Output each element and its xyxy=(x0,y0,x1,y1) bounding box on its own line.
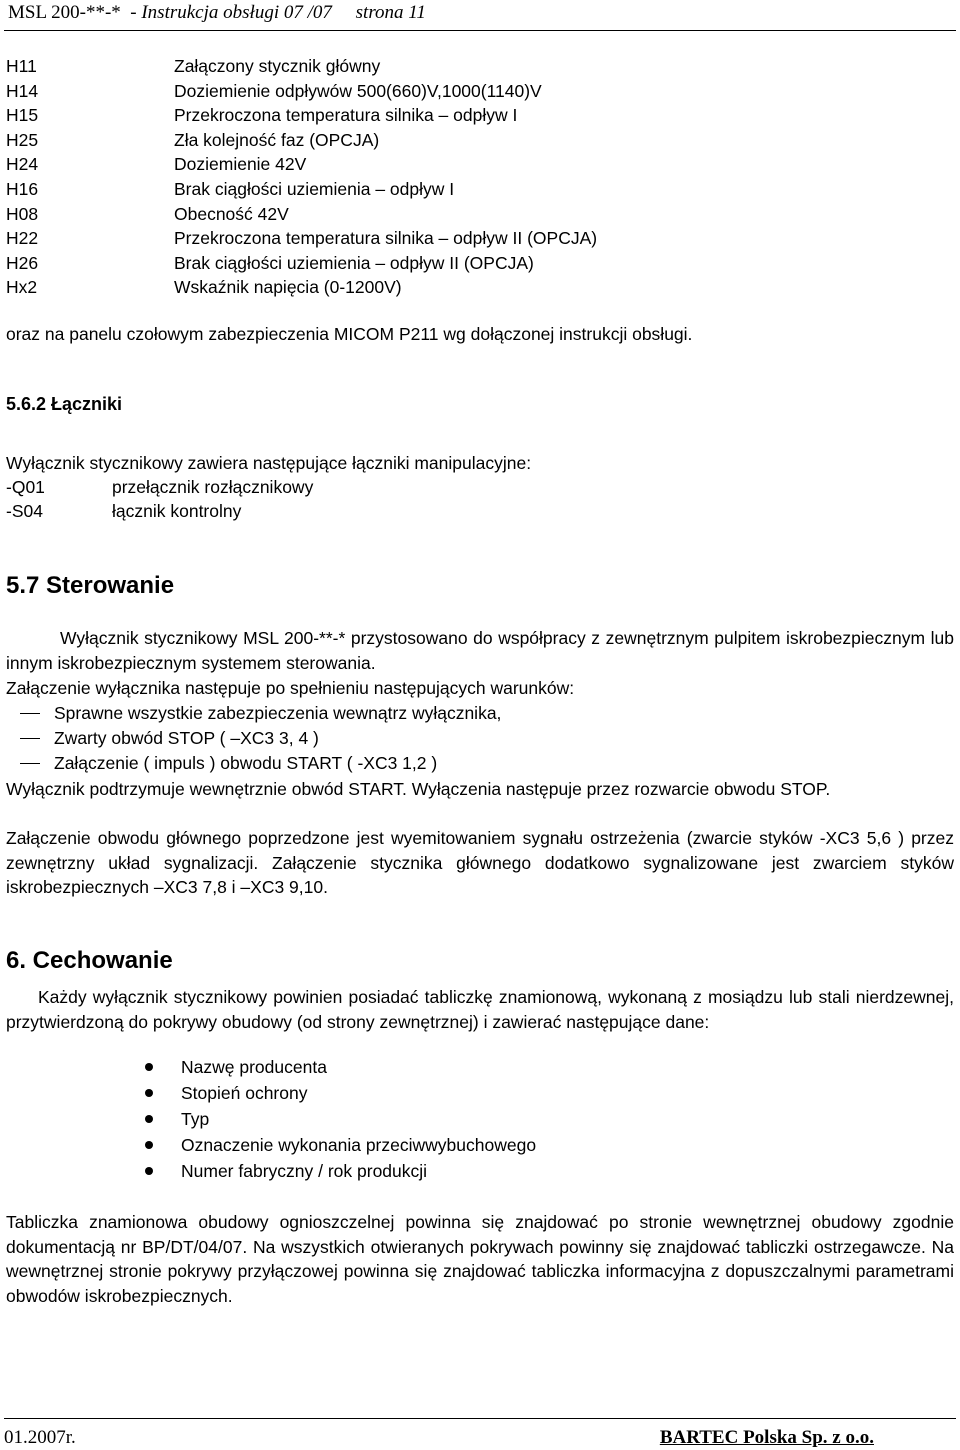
list-item: H11 Załączony stycznik główny xyxy=(6,56,381,76)
page-header xyxy=(4,0,956,31)
list-item: H14 Doziemienie odpływów 500(660)V,1000(1140)V xyxy=(6,80,542,101)
list-item: Oznaczenie wykonania przeciwwybuchowego xyxy=(140,1132,536,1158)
list-item: Zwarty obwód STOP ( –XC3 3, 4 ) xyxy=(20,726,501,751)
bullet-icon xyxy=(145,1063,153,1071)
list-item: Sprawne wszystkie zabezpieczenia wewnątrz wyłącznika, xyxy=(20,701,501,726)
list-item: H25 Zła kolejność faz (OPCJA) xyxy=(6,129,380,150)
list-item: H22 Przekroczona temperatura silnika – odpływ II (OPCJA) xyxy=(6,228,598,249)
micom-note: oraz na panelu czołowym zabezpieczenia MICOM P211 wg dołączonej instrukcji obsługi. xyxy=(6,324,693,344)
bullet-icon xyxy=(145,1167,153,1175)
section-heading-57: 5.7 Sterowanie xyxy=(6,572,175,599)
indicator-code-list xyxy=(6,54,926,300)
conditions-list xyxy=(20,701,501,776)
header-doc-code: MSL 200-**-* xyxy=(8,2,121,23)
paragraph: Załączenie wyłącznika następuje po spełnieniu następujących warunków: xyxy=(6,678,575,698)
list-item: H26 Brak ciągłości uziemienia – odpływ II (OPCJA) xyxy=(6,252,534,273)
footer-company: BARTEC Polska Sp. z o.o. xyxy=(659,1427,874,1448)
list-item: Numer fabryczny / rok produkcji xyxy=(140,1158,536,1184)
page-footer xyxy=(4,1418,956,1450)
list-item: H16 Brak ciągłości uziemienia – odpływ I xyxy=(6,178,455,199)
list-item: H08 Obecność 42V xyxy=(6,203,289,224)
list-item: H24 Doziemienie 42V xyxy=(6,154,307,175)
paragraph: Wyłącznik stycznikowy MSL 200-**-* przystosowano do współpracy z zewnętrznym pulpitem iskrobezpiecznym lub innym iskrobezpiecznym systemem sterowania. xyxy=(6,628,954,673)
list-item: Stopień ochrony xyxy=(140,1080,536,1106)
marking-data-list xyxy=(140,1054,536,1184)
list-item: Nazwę producenta xyxy=(140,1054,536,1080)
switches-intro: Wyłącznik stycznikowy zawiera następujące łączniki manipulacyjne: xyxy=(6,453,532,473)
bullet-icon xyxy=(145,1115,153,1123)
header-page-number: strona 11 xyxy=(355,2,426,23)
footer-date: 01.2007r. xyxy=(4,1427,76,1448)
section-heading-562: 5.6.2 Łączniki xyxy=(6,394,123,414)
list-item: -S04 łącznik kontrolny xyxy=(6,501,242,521)
list-item: H15 Przekroczona temperatura silnika – odpływ I xyxy=(6,105,518,126)
list-item: Typ xyxy=(140,1106,536,1132)
bullet-icon xyxy=(145,1089,153,1097)
list-item: Załączenie ( impuls ) obwodu START ( -XC3 1,2 ) xyxy=(20,751,501,776)
paragraph: Tabliczka znamionowa obudowy ognioszczelnej powinna się znajdować po stronie wewnętrznej obudowy zgodnie dokumentacją nr BP/DT/04/07. Na wszystkich otwieranych pokrywach powinny się znajdować tabliczki ostrzegawcze. Na wewnętrznej stronie pokrywy przyłączowej powinna się znajdować tabliczka informacyjna z dopuszczalnymi parametrami obwodów iskrobezpiecznych. xyxy=(6,1212,954,1306)
list-item: -Q01 przełącznik rozłącznikowy xyxy=(6,477,314,497)
paragraph: Załączenie obwodu głównego poprzedzone jest wyemitowaniem sygnału ostrzeżenia (zwarcie styków -XC3 5,6 ) przez zewnętrzny układ sygnalizacji. Załączenie stycznika głównego dodatkowo sygnalizowane jest zwarciem styków iskrobezpiecznych –XC3 7,8 i –XC3 9,10. xyxy=(6,828,954,897)
section-heading-6: 6. Cechowanie xyxy=(6,947,173,974)
list-item: Hx2 Wskaźnik napięcia (0-1200V) xyxy=(6,277,402,298)
paragraph: Każdy wyłącznik stycznikowy powinien posiadać tabliczkę znamionową, wykonaną z mosiądzu lub stali nierdzewnej, przytwierdzoną do pokrywy obudowy (od strony zewnętrznej) i zawierać następujące dane: xyxy=(6,987,954,1032)
header-title: - Instrukcja obsługi 07 /07 xyxy=(130,2,332,23)
paragraph: Wyłącznik podtrzymuje wewnętrznie obwód START. Wyłączenia następuje przez rozwarcie obwodu STOP. xyxy=(6,779,831,799)
bullet-icon xyxy=(145,1141,153,1149)
